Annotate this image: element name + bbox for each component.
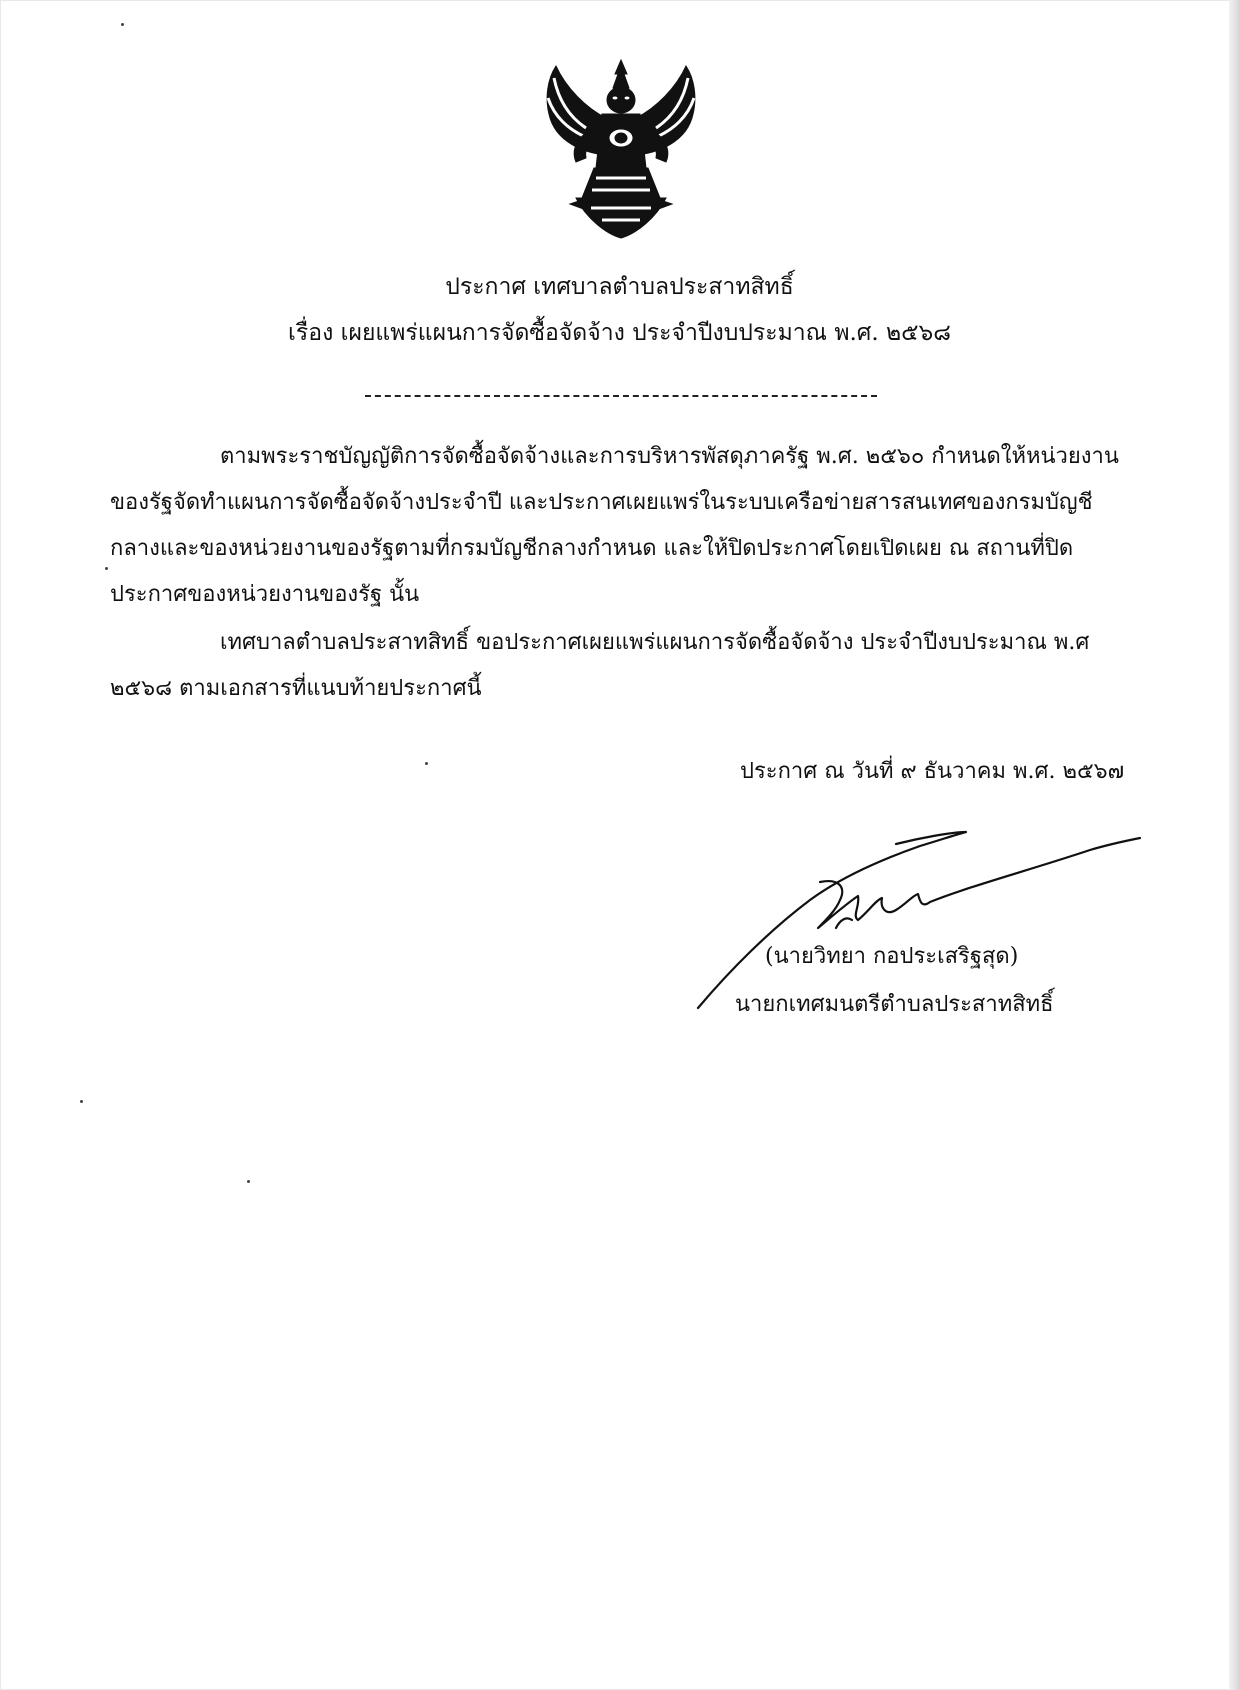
scan-speck <box>247 1180 250 1183</box>
dashed-divider <box>365 395 877 397</box>
scan-speck <box>80 1100 83 1103</box>
scan-speck <box>121 23 124 26</box>
garuda-emblem-icon <box>536 58 706 240</box>
announcement-subject: เรื่อง เผยแพร่แผนการจัดซื้อจัดจ้าง ประจำปีงบประมาณ พ.ศ. ๒๕๖๘ <box>288 320 951 346</box>
page-edge-shadow <box>1229 0 1239 1690</box>
signer-position: นายกเทศมนตรีตำบลประสาทสิทธิ์ <box>735 992 1054 1017</box>
scan-speck <box>425 762 428 765</box>
handwritten-signature-icon <box>690 820 1170 1010</box>
announcement-title: ประกาศ เทศบาลตำบลประสาทสิทธิ์ <box>445 274 794 300</box>
scan-speck <box>105 567 108 570</box>
announcement-date: ประกาศ ณ วันที่ ๙ ธันวาคม พ.ศ. ๒๕๖๗ <box>740 759 1125 784</box>
signer-name: (นายวิทยา กอประเสริฐสุด) <box>765 944 1019 969</box>
body-paragraph-2: เทศบาลตำบลประสาทสิทธิ์ ขอประกาศเผยแพร่แผนการจัดซื้อจัดจ้าง ประจำปีงบประมาณ พ.ศ ๒๕๖๘ ตามเอกสารที่แนบท้ายประกาศนี้ <box>110 630 1090 701</box>
body-paragraph-1: ตามพระราชบัญญัติการจัดซื้อจัดจ้างและการบริหารพัสดุภาครัฐ พ.ศ. ๒๕๖๐ กำหนดให้หน่วยงานของรัฐจัดทำแผนการจัดซื้อจัดจ้างประจำปี และประกาศเผยแพร่ในระบบเครือข่ายสารสนเทศของกรมบัญชีกลางและของหน่วยงานของรัฐตามที่กรมบัญชีกลางกำหนด และให้ปิดประกาศโดยเปิดเผย ณ สถานที่ปิดประกาศของหน่วยงานของรัฐ นั้น <box>110 444 1119 607</box>
